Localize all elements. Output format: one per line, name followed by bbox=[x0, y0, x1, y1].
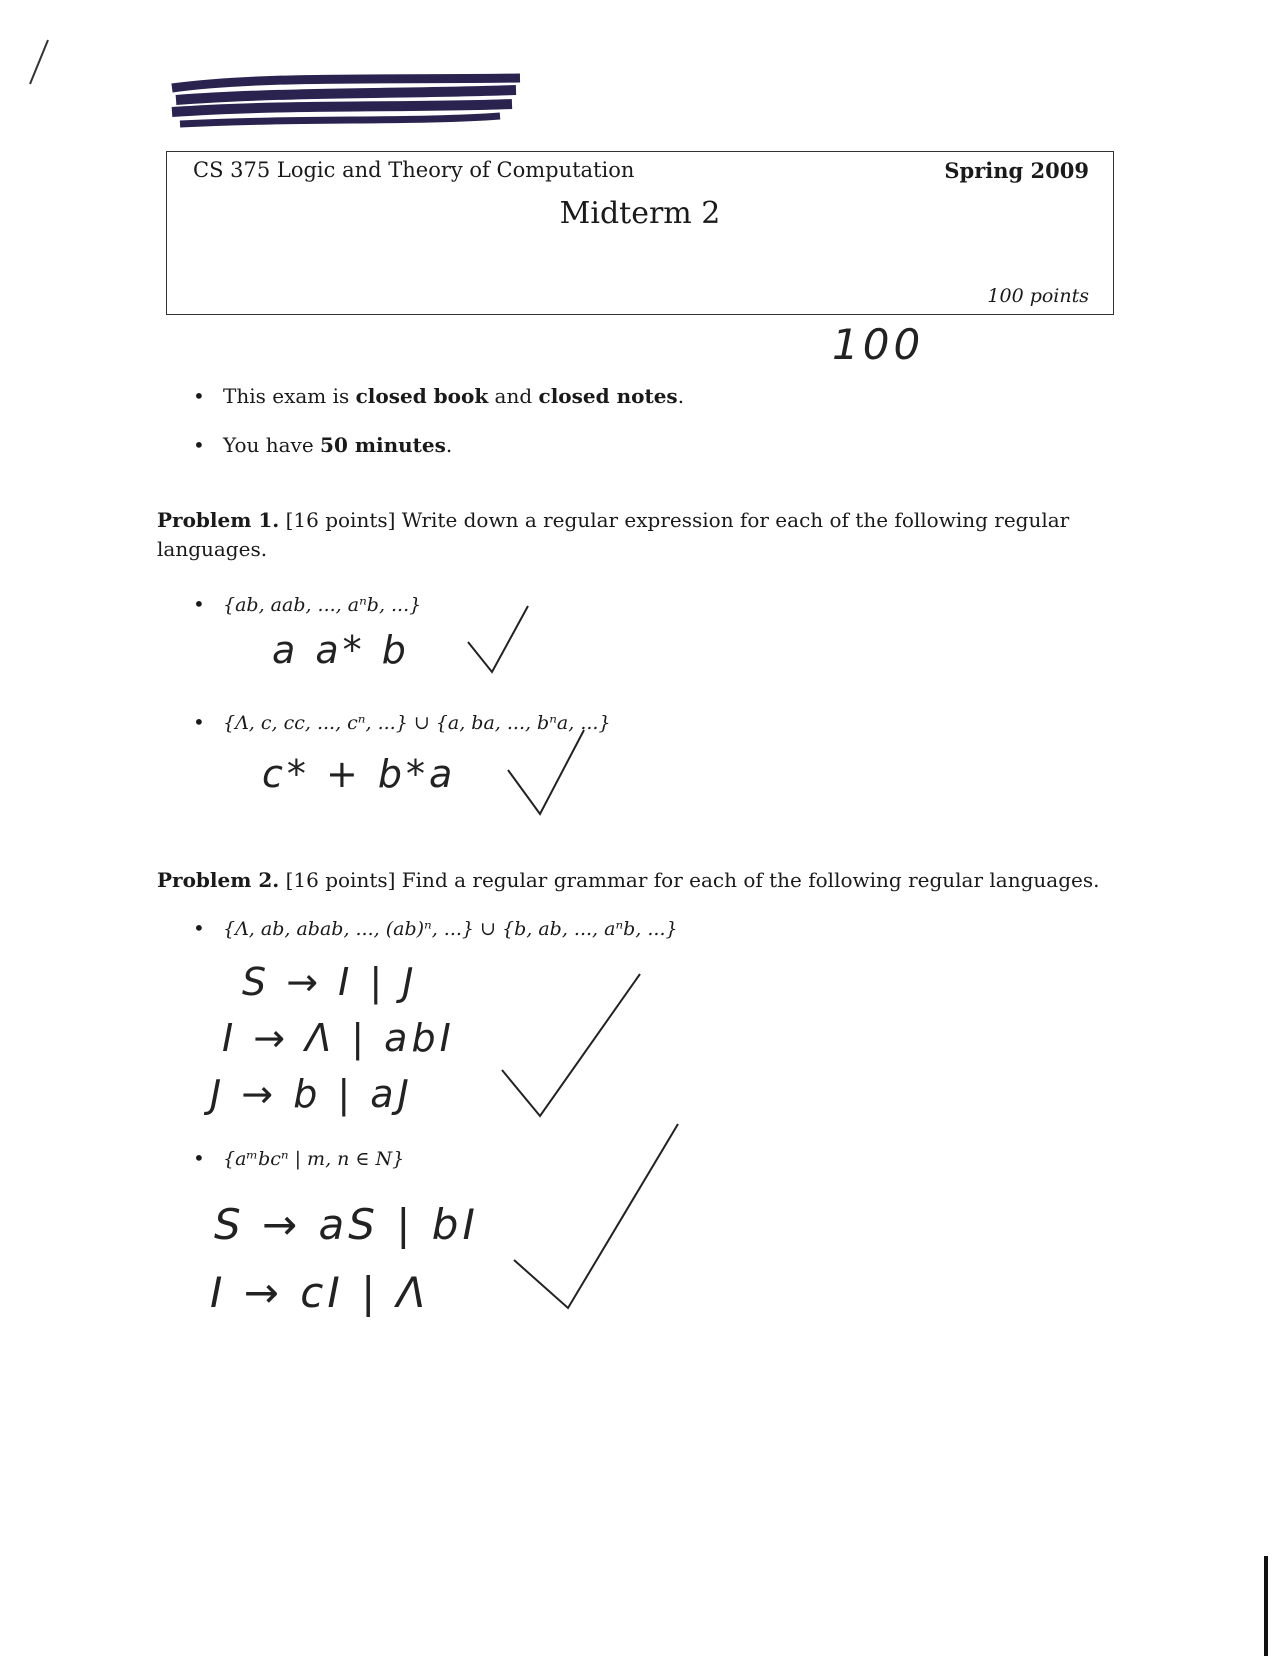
problem-1-statement: Problem 1. [16 points] Write down a regular expression for each of the following regular languages. bbox=[157, 508, 1070, 561]
problem-2-item-1: • {Λ, ab, abab, ..., (ab)ⁿ, ...} ∪ {b, ab, ..., aⁿb, ...} bbox=[193, 916, 678, 940]
checkmark-icon bbox=[502, 974, 640, 1116]
instruction-item: • You have 50 minutes. bbox=[193, 433, 453, 457]
checkmark-icon bbox=[468, 606, 528, 672]
exam-title: Midterm 2 bbox=[559, 196, 721, 231]
checkmark-icon bbox=[514, 1124, 678, 1308]
problem-2-item-2: • {aᵐbcⁿ | m, n ∈ N} bbox=[193, 1146, 405, 1170]
problem-2-statement: Problem 2. [16 points] Find a regular grammar for each of the following regular languages. bbox=[157, 868, 1100, 892]
problem-1-item-2: • {Λ, c, cc, ..., cⁿ, ...} ∪ {a, ba, ..., bⁿa, ...} bbox=[193, 710, 611, 734]
exam-header bbox=[166, 151, 1114, 315]
checkmark-icon bbox=[508, 730, 584, 814]
redaction-scribble bbox=[172, 78, 520, 124]
problem-1-item-1: • {ab, aab, ..., aⁿb, ...} bbox=[193, 592, 422, 616]
handwritten-answer-line: I → Λ | abI bbox=[222, 1016, 455, 1060]
course-name: CS 375 Logic and Theory of Computation bbox=[193, 158, 635, 182]
corner-slash-mark bbox=[30, 40, 48, 84]
instruction-item: • This exam is closed book and closed notes. bbox=[193, 384, 685, 408]
handwritten-answer-line: S → I | J bbox=[242, 960, 418, 1004]
total-points: 100 points bbox=[987, 285, 1089, 307]
term: Spring 2009 bbox=[944, 158, 1089, 183]
handwritten-answer: a a* b bbox=[272, 628, 410, 672]
handwritten-answer-line: J → b | aJ bbox=[210, 1072, 413, 1116]
handwritten-answer: c* + b*a bbox=[262, 752, 457, 796]
handwritten-score: 100 bbox=[832, 320, 925, 369]
handwritten-answer-line: S → aS | bI bbox=[214, 1200, 479, 1249]
handwritten-answer-line: I → cI | Λ bbox=[210, 1268, 430, 1317]
